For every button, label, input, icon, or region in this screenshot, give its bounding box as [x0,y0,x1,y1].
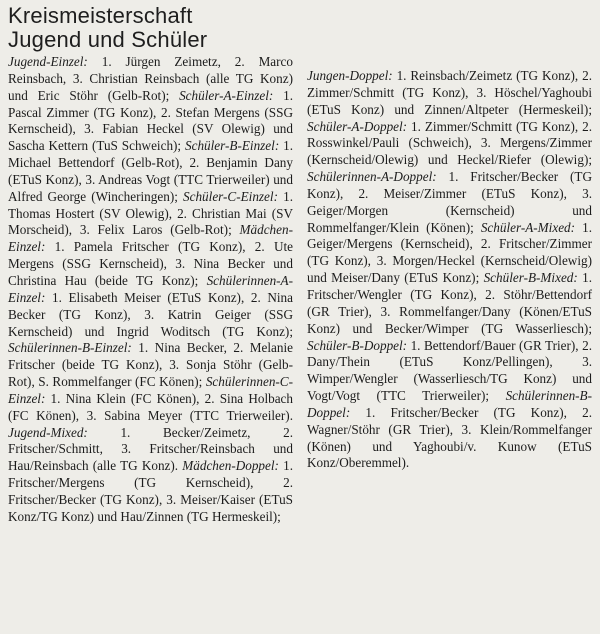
category-results: 1. Nina Becker, 2. Melanie Fritscher (beide TG Konz), 3. Sonja Stöhr (Gelb-Rot), S. Rommelfanger (FC Könen); [8,340,293,390]
category-heading: Schüler-B-Doppel: [307,337,408,353]
category-heading: Schüler-C-Einzel: [183,188,278,204]
category-heading: Schüler-A-Doppel: [307,118,408,134]
category-results: 1. Nina Klein (FC Könen), 2. Sina Holbach (FC Könen), 3. Sabina Meyer (TTC Trierweiler). [8,390,293,423]
results-paragraph [307,68,592,472]
category-results: 1. Zimmer/Schmitt (TG Konz), 2. Rosswinkel/Pauli (Schweich), 3. Mergens/Zimmer (Kernscheid/Olewig) und Heckel/Riefer (Olewig); [307,118,592,168]
category-results: 1. Jürgen Zeimetz, 2. Marco Reinsbach, 3. Christian Reinsbach (alle TG Konz) und Eric Stöhr (Gelb-Rot); [8,54,293,103]
category-results: 1. Pascal Zimmer (TG Konz), 2. Stefan Mergens (SSG Kernscheid), 3. Fabian Heckel (SV Olewig) und Sascha Kettern (TuS Schweich); [8,87,293,154]
category-results: 1. Thomas Hostert (SV Olewig), 2. Christian Mai (SV Morscheid), 3. Felix Laros (Gelb-Rot); [8,188,293,238]
category-heading: Schülerinnen-A-Einzel: [8,272,293,305]
category-results: 1. Bettendorf/Bauer (GR Trier), 2. Dany/Thein (ETuS Konz/Pellingen), 3. Wimper/Wengler (Wasserliesch/TG Konz) und Vogt/Vogt (TTC Trierweiler); [307,337,592,404]
headline-line-1: Kreismeisterschaft [8,3,193,28]
headline [8,4,592,52]
category-heading: Schülerinnen-A-Doppel: [307,169,437,185]
category-heading: Schüler-A-Einzel: [179,87,274,103]
category-results: 1. Fritscher/Becker (TG Konz), 2. Wagner/Stöhr (GR Trier), 3. Klein/Rommelfanger (Könen) und Yaghoubi/v. Kunow (ETuS Konz/Oberemmel). [307,404,592,471]
category-results: 1. Fritscher/Becker (TG Konz), 2. Meiser/Zimmer (ETuS Konz), 3. Geiger/Morgen (Kernscheid) und Rommelfanger/Klein (Könen); [307,169,592,235]
category-results: 1. Becker/Zeimetz, 2. Fritscher/Schmitt, 3. Fritscher/Reinsbach und Hau/Reinsbach (alle TG Konz). [8,424,293,474]
results-paragraph [8,54,293,526]
category-heading: Schülerinnen-B-Doppel: [307,388,592,420]
category-results: 1. Fritscher/Mergens (TG Kernscheid), 2. Fritscher/Becker (TG Konz), 3. Meiser/Kaiser (ETuS Konz/TG Konz) und Hau/Zinnen (TG Hermeskeil); [8,458,293,524]
category-heading: Schülerinnen-B-Einzel: [8,340,132,356]
category-results: 1. Pamela Fritscher (TG Konz), 2. Ute Mergens (SSG Kernscheid), 3. Nina Becker und Christina Hau (beide TG Konz); [8,239,293,288]
category-results: 1. Fritscher/Wengler (TG Konz), 2. Stöhr/Bettendorf (GR Trier), 3. Rommelfanger/Dany (Könen/ETuS Konz) und Becker/Wimper (TG Wasserliesch); [307,270,593,336]
category-heading: Jugend-Einzel: [8,54,88,69]
category-heading: Jungen-Doppel: [307,68,393,83]
category-heading: Jugend-Mixed: [8,424,88,440]
category-heading: Schüler-B-Einzel: [185,138,280,154]
headline-line-2: Jugend und Schüler [8,27,208,52]
category-results: 1. Reinsbach/Zeimetz (TG Konz), 2. Zimmer/Schmitt (TG Konz), 3. Höschel/Yaghoubi (ETuS Konz) und Zinnen/Altpeter (Hermeskeil); [307,68,592,117]
category-results: 1. Geiger/Mergens (Kernscheid), 2. Fritscher/Zimmer (TG Konz), 3. Morgen/Heckel (Kernscheid/Olewig) und Meiser/Dany (ETuS Konz); [307,219,592,286]
left-column [8,54,293,526]
category-results: 1. Elisabeth Meiser (ETuS Konz), 2. Nina Becker (TG Konz), 3. Katrin Geiger (SSG Kernscheid) und Ingrid Woditsch (TG Konz); [8,289,293,339]
category-heading: Mädchen-Doppel: [182,458,279,474]
category-heading: Schülerinnen-C-Einzel: [8,374,293,406]
category-heading: Mädchen-Einzel: [8,222,293,255]
right-column [307,54,592,526]
category-heading: Schüler-A-Mixed: [480,219,576,235]
category-results: 1. Michael Bettendorf (Gelb-Rot), 2. Benjamin Dany (ETuS Konz), 3. Andreas Vogt (TTC Trierweiler) und Alfred George (Wincheringen); [8,138,294,204]
category-heading: Schüler-B-Mixed: [483,270,578,286]
article-body [8,54,592,526]
